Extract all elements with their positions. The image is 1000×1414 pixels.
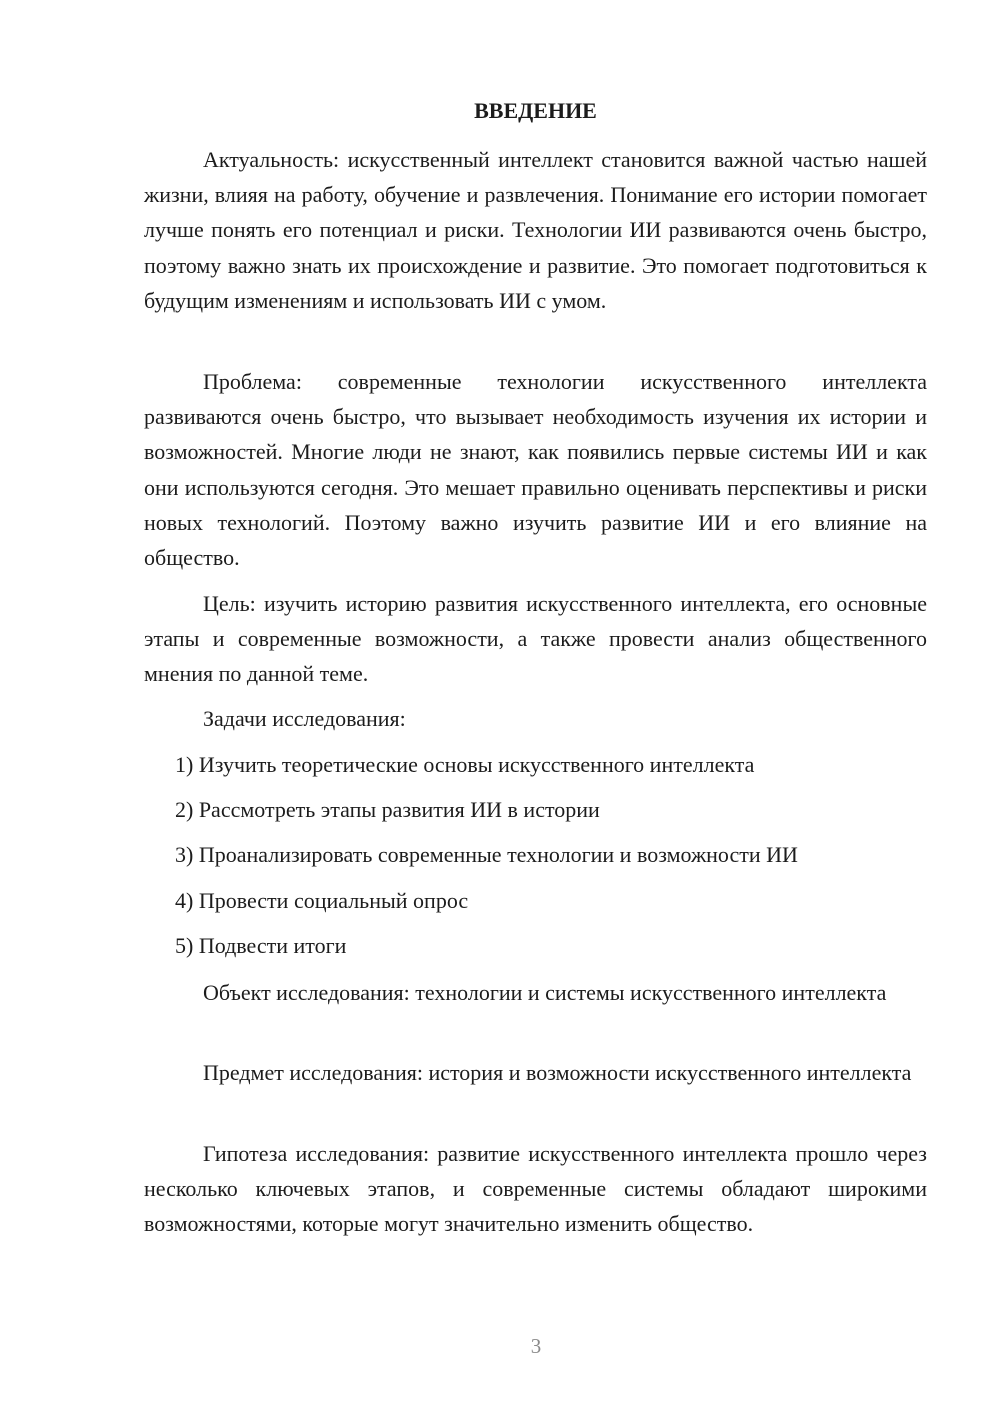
tasks-heading: Задачи исследования: xyxy=(203,706,406,731)
page-title: ВВЕДЕНИЕ xyxy=(474,98,597,123)
page-number: 3 xyxy=(530,1334,542,1358)
paragraph-object: Объект исследования: технологии и системы искусственного интеллекта xyxy=(203,980,887,1005)
paragraph-goal: Цель: изучить историю развития искусственного интеллекта, его основные этапы и современные возможности, а также провести анализ общественного мнения по данной теме. xyxy=(144,591,927,687)
paragraph-problem: Проблема: современные технологии искусственного интеллекта развиваются очень быстро, что вызывает необходимость изучения их истории и возможностей. Многие люди не знают, как появились первые системы ИИ и как они используются сегодня. Это мешает правильно оценивать перспективы и риски новых технологий. Поэтому важно изучить развитие ИИ и его влияние на общество. xyxy=(144,369,927,571)
paragraph-hypothesis: Гипотеза исследования: развитие искусственного интеллекта прошло через несколько ключевых этапов, и современные системы обладают широкими возможностями, которые могут значительно изменить общество. xyxy=(144,1141,927,1237)
paragraph-relevance: Актуальность: искусственный интеллект становится важной частью нашей жизни, влияя на работу, обучение и развлечения. Понимание его истории помогает лучше понять его потенциал и риски. Технологии ИИ развиваются очень быстро, поэтому важно знать их происхождение и развитие. Это помогает подготовиться к будущим изменениям и использовать ИИ с умом. xyxy=(144,147,927,313)
task-item: 1) Изучить теоретические основы искусственного интеллекта xyxy=(175,752,755,777)
task-item: 4) Провести социальный опрос xyxy=(175,888,469,913)
task-item: 2) Рассмотреть этапы развития ИИ в истории xyxy=(175,797,600,822)
task-item: 3) Проанализировать современные технологии и возможности ИИ xyxy=(175,842,798,867)
task-item: 5) Подвести итоги xyxy=(175,933,347,958)
paragraph-subject: Предмет исследования: история и возможности искусственного интеллекта xyxy=(203,1060,912,1085)
